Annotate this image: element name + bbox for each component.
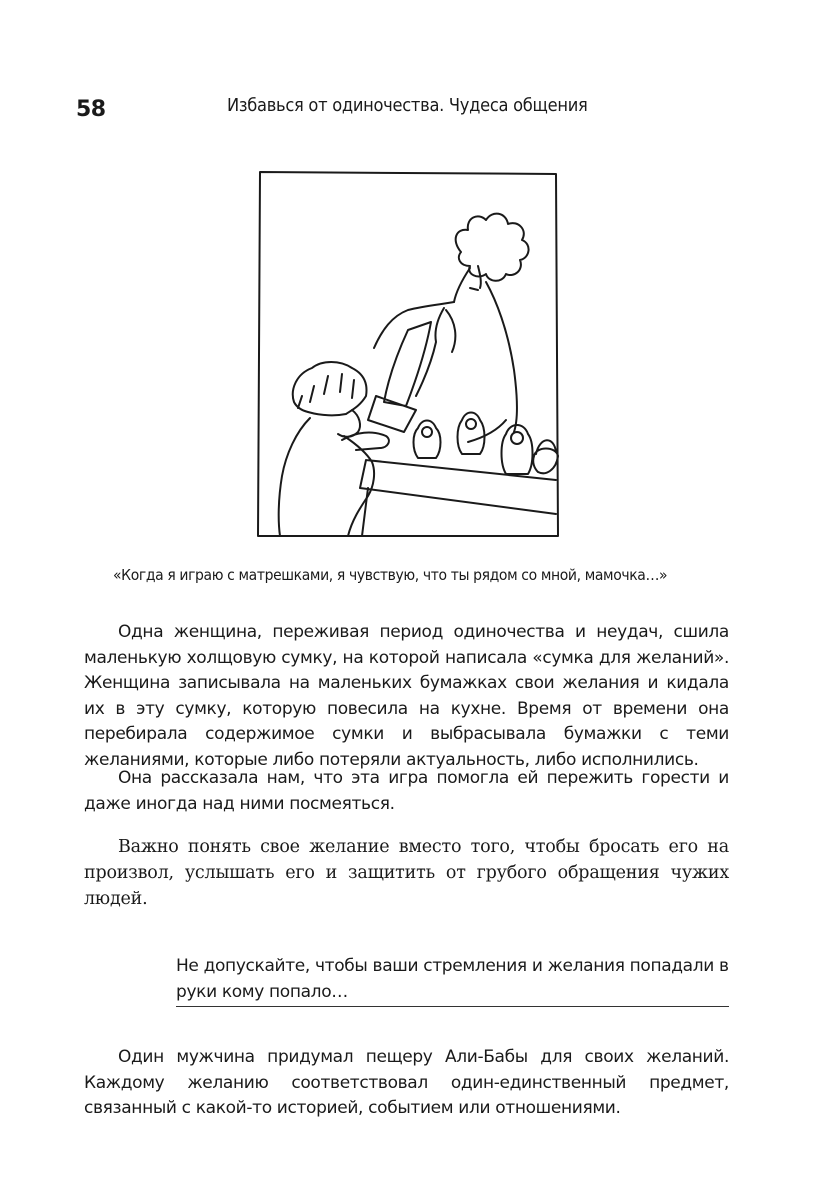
emphasis-text: Важно понять свое желание вместо того, чтобы бросать его на произвол, услышать его и защитить от грубого обращения чужих людей. bbox=[84, 837, 729, 909]
paragraph-text: Одна женщина, переживая период одиночества и неудач, сшила маленькую холщовую сумку, на которой написала «сумка для желаний». Женщина записывала на маленьких бумажках свои желания и кидала их в эту сумку, которую повесила на кухне. Время от времени она перебирала содержимое сумки и выбрасывала бумажки с теми желаниями, которые либо потеряли актуальность, либо исполнились. bbox=[84, 622, 729, 770]
kitchen-table bbox=[360, 460, 556, 536]
woman-arm bbox=[416, 308, 455, 396]
advice-quote bbox=[176, 954, 729, 1005]
illustration-frame bbox=[258, 172, 558, 536]
figure-caption: «Когда я играю с матрешками, я чувствую, что ты рядом со мной, мамочка…» bbox=[113, 566, 668, 584]
child-hair bbox=[293, 362, 367, 415]
emphasis-paragraph bbox=[84, 834, 729, 912]
illustration-mother-child-matryoshkas bbox=[256, 170, 560, 540]
page-number: 58 bbox=[76, 97, 106, 122]
woman-hair bbox=[456, 214, 529, 281]
quote-text: Не допускайте, чтобы ваши стремления и желания попадали в руки кому попало… bbox=[176, 956, 729, 1002]
matryoshka-dolls bbox=[414, 413, 533, 475]
child-hair-strands bbox=[298, 374, 354, 408]
quote-divider bbox=[176, 1006, 729, 1007]
child-arm bbox=[342, 433, 389, 450]
paragraph-text: Она рассказала нам, что эта игра помогла ей пережить горести и даже иногда над ними посмеяться. bbox=[84, 768, 729, 814]
running-title: Избавься от одиночества. Чудеса общения bbox=[227, 96, 588, 116]
paragraph-ali-baba bbox=[84, 1045, 729, 1122]
child-body bbox=[279, 418, 374, 536]
paragraph-sumka bbox=[84, 620, 729, 774]
woman-face bbox=[454, 266, 481, 302]
wish-bag bbox=[368, 322, 431, 432]
paragraph-gorest bbox=[84, 766, 729, 817]
basket bbox=[533, 440, 558, 473]
paragraph-text: Один мужчина придумал пещеру Али-Бабы для своих желаний. Каждому желанию соответствовал один-единственный предмет, связанный с какой-то историей, событием или отношениями. bbox=[84, 1047, 729, 1119]
